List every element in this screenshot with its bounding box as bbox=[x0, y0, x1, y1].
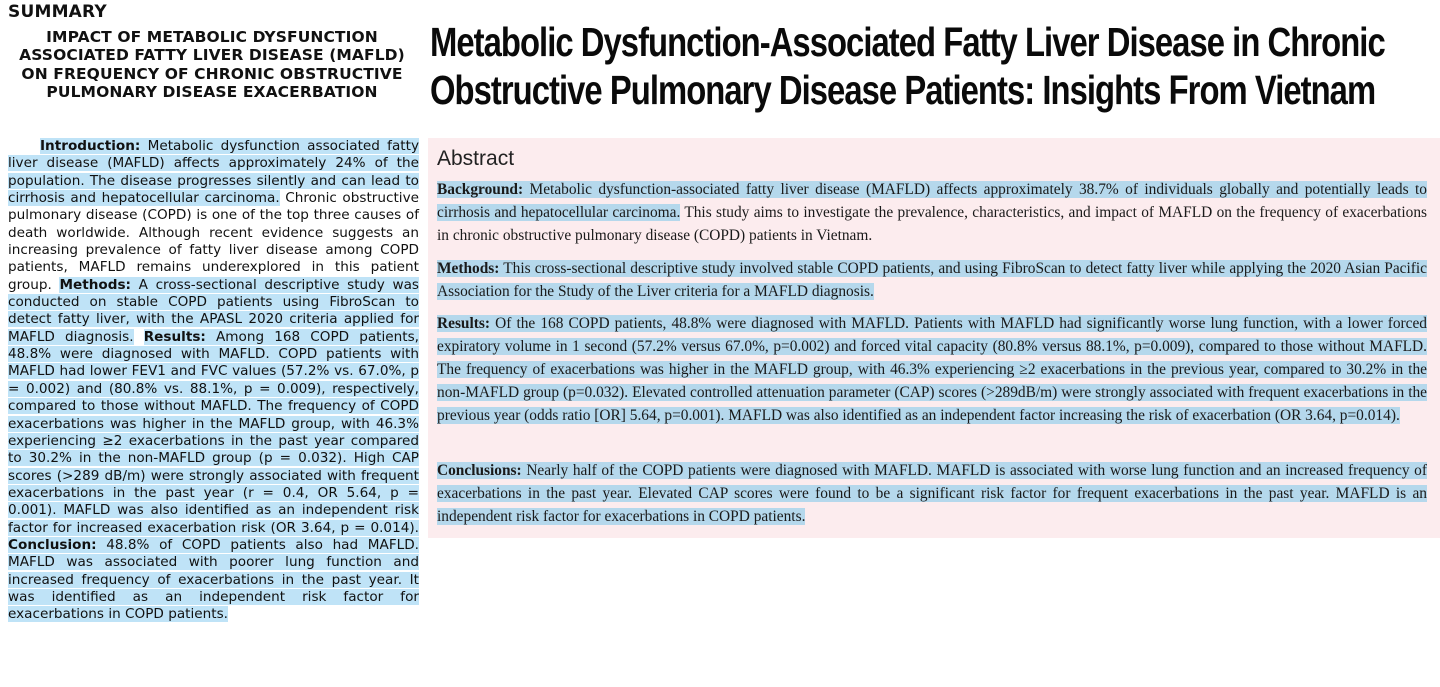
abstract-results bbox=[437, 312, 1427, 427]
conclusion-text: 48.8% of COPD patients also had MAFLD. MAFLD was associated with poorer lung function and increased frequency of exacerbations in the past year. It was identified as an independent risk factor for exacerbations in COPD patients. bbox=[8, 536, 419, 623]
abstract-conclusions bbox=[437, 459, 1427, 528]
intro-label: Introduction: bbox=[40, 138, 141, 154]
methods-label: Methods: bbox=[59, 276, 131, 293]
background-label: Background: bbox=[437, 181, 524, 198]
background-rest: This study aims to investigate the prevalence, characteristics, and impact of MAFLD on the frequency of exacerbations in chronic obstructive pulmonary disease (COPD) patients in Vietnam. bbox=[437, 204, 1427, 244]
methods-text: This cross-sectional descriptive study involved stable COPD patients, and using FibroScan to detect fatty liver while applying the 2020 Asian Pacific Association for the Study of the Liver criteria for a MAFLD diagnosis. bbox=[437, 260, 1427, 300]
methods-label: Methods: bbox=[437, 260, 500, 277]
article-title-text: Metabolic Dysfunction-Associated Fatty Liver Disease in Chronic Obstructive Pulmonary Disease Patients: Insights From Vietnam bbox=[430, 19, 1385, 113]
intro-text: Metabolic dysfunction associated fatty liver disease (MAFLD) affects approximately 24% of the population. The disease progresses silently and can lead to cirrhosis and hepatocellular carcinoma. bbox=[8, 138, 419, 207]
intro-text-unhighlighted: Chronic obstructive pulmonary disease (COPD) is one of the top three causes of death worldwide. Although recent evidence suggests an increasing prevalence of fatty liver disease among COPD patients, MAFLD remains underexplored in this patient group. bbox=[8, 190, 419, 293]
results-text: Of the 168 COPD patients, 48.8% were diagnosed with MAFLD. Patients with MAFLD had significantly worse lung function, with a lower forced expiratory volume in 1 second (57.2% versus 67.0%, p=0.002) and forced vital capacity (80.8% versus 88.1%, p=0.009), compared to those without MAFLD. The frequency of exacerbations was higher in the MAFLD group, with 46.3% experiencing ≥2 exacerbations in the previous year, compared to 30.2% in the non-MAFLD group (p=0.032). Elevated controlled attenuation parameter (CAP) scores (>289dB/m) were strongly associated with frequent exacerbations in the previous year (odds ratio [OR] 5.64, p=0.001). MAFLD was also identified as an independent factor increasing the risk of exacerbation (OR 3.64, p=0.014). bbox=[437, 315, 1427, 424]
abstract-methods bbox=[437, 257, 1427, 303]
article-title bbox=[430, 18, 1385, 114]
abstract-heading: Abstract bbox=[437, 147, 515, 170]
background-highlighted: Metabolic dysfunction-associated fatty liver disease (MAFLD) affects approximately 38.7% of individuals globally and potentially leads to cirrhosis and hepatocellular carcinoma. bbox=[437, 181, 1427, 221]
summary-heading: SUMMARY bbox=[8, 2, 107, 22]
summary-title: IMPACT OF METABOLIC DYSFUNCTION ASSOCIATED FATTY LIVER DISEASE (MAFLD) ON FREQUENCY OF CHRONIC OBSTRUCTIVE PULMONARY DISEASE EXACERBATION bbox=[19, 28, 405, 101]
conclusions-text: Nearly half of the COPD patients were diagnosed with MAFLD. MAFLD is associated with worse lung function and an increased frequency of exacerbations in the past year. Elevated CAP scores were found to be a significant risk factor for frequent exacerbations in the past year. MAFLD is an independent risk factor for exacerbations in COPD patients. bbox=[437, 462, 1427, 525]
results-label: Results: bbox=[437, 315, 491, 332]
conclusion-label: Conclusion: bbox=[8, 536, 97, 553]
summary-column bbox=[0, 0, 426, 687]
abstract-box bbox=[428, 138, 1440, 538]
results-text: Among 168 COPD patients, 48.8% were diagnosed with MAFLD. COPD patients with MAFLD had lower FEV1 and FVC values (57.2% vs. 67.0%, p = 0.002) and (80.8% vs. 88.1%, p = 0.009), respectively, compared to those without MAFLD. The frequency of COPD exacerbations was higher in the MAFLD group, with 46.3% experiencing ≥2 exacerbations in the past year compared to 30.2% in the non-MAFLD group (p = 0.032). High CAP scores (>289 dB/m) were strongly associated with frequent exacerbations in the past year (r = 0.4, OR 5.64, p = 0.001). MAFLD was also identified as an independent risk factor for increased exacerbation risk (OR 3.64, p = 0.014). bbox=[8, 328, 420, 536]
conclusions-label: Conclusions: bbox=[437, 462, 522, 479]
abstract-background bbox=[437, 178, 1427, 247]
results-label: Results: bbox=[143, 328, 206, 345]
methods-text: A cross-sectional descriptive study was conducted on stable COPD patients using FibroScan to detect fatty liver, with the APASL 2020 criteria applied for MAFLD diagnosis. bbox=[8, 276, 419, 345]
summary-body bbox=[8, 138, 419, 624]
